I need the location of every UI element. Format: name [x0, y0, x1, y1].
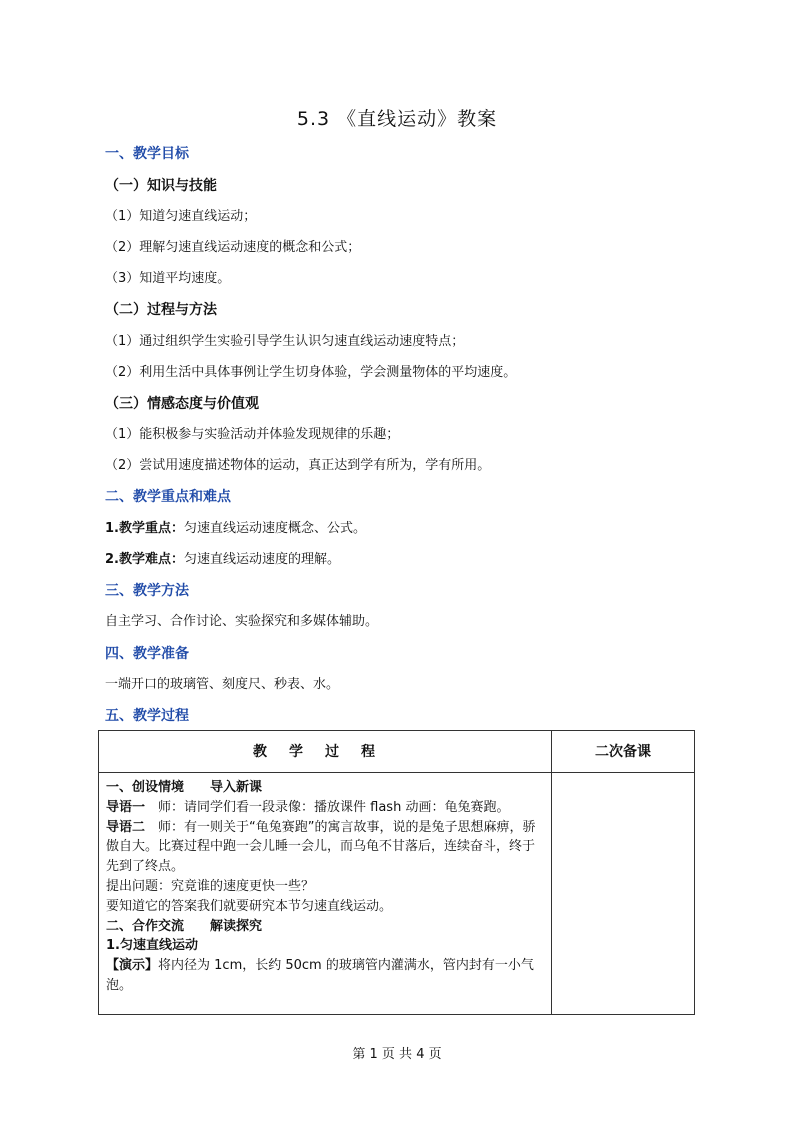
table-subheading: 1.匀速直线运动 — [106, 938, 198, 954]
lesson-process-table — [98, 730, 695, 1015]
demo-label: 【演示】 — [106, 958, 159, 974]
table-step-heading: 一、创设情境 导入新课 — [106, 780, 263, 795]
intro-text: 师：有一则关于“龟兔赛跑”的寓言故事，说的是兔子思想麻痹，骄傲自大。比赛过程中跑一会儿睡一会儿，而乌龟不甘落后，连续奋斗，终于先到了终点。 — [106, 819, 536, 875]
table-header-revision: 二次备课 — [595, 744, 651, 760]
preparation-text: 一端开口的玻璃管、刻度尺、秒表、水。 — [105, 677, 340, 692]
difficulty-label: 2.教学难点： — [105, 552, 184, 567]
subheading-attitude: （三）情感态度与价值观 — [105, 396, 259, 412]
section-heading-process: 五、教学过程 — [105, 708, 189, 724]
subheading-knowledge: （一）知识与技能 — [105, 178, 217, 194]
page-footer: 第 1 页 共 4 页 — [352, 1047, 442, 1062]
intro-text: 师：请同学们看一段录像：播放课件 flash 动画：龟兔赛跑。 — [145, 799, 510, 815]
table-paragraph: 要知道它的答案我们就要研究本节匀速直线运动。 — [106, 898, 393, 914]
list-item: （2）利用生活中具体事例让学生切身体验，学会测量物体的平均速度。 — [105, 365, 517, 380]
list-item: （1）知道匀速直线运动； — [105, 209, 257, 224]
table-paragraph — [106, 818, 546, 877]
table-paragraph: 提出问题：究竟谁的速度更快一些？ — [106, 878, 315, 894]
table-paragraph — [106, 956, 546, 996]
intro-label: 导语一 — [106, 799, 146, 815]
list-item: （2）理解匀速直线运动速度的概念和公式； — [105, 240, 361, 255]
intro-label: 导语二 — [106, 819, 146, 835]
methods-text: 自主学习、合作讨论、实验探究和多媒体辅助。 — [105, 614, 379, 629]
list-item: （2）尝试用速度描述物体的运动，真正达到学有所为，学有所用。 — [105, 458, 491, 473]
demo-text: 将内径为 1cm，长约 50cm 的玻璃管内灌满水，管内封有一小气泡。 — [106, 958, 534, 993]
difficulty-text: 匀速直线运动速度的理解。 — [183, 552, 340, 567]
list-item: （1）通过组织学生实验引导学生认识匀速直线运动速度特点； — [105, 334, 465, 349]
table-header-process: 教学过程 — [253, 744, 397, 760]
list-item: （1）能积极参与实验活动并体验发现规律的乐趣； — [105, 427, 400, 442]
table-divider — [551, 731, 552, 1014]
table-body-process — [106, 778, 546, 996]
section-heading-methods: 三、教学方法 — [105, 583, 189, 599]
difficulty-line — [105, 550, 340, 570]
section-heading-goals: 一、教学目标 — [105, 146, 189, 162]
list-item: （3）知道平均速度。 — [105, 271, 231, 286]
section-heading-keypoints: 二、教学重点和难点 — [105, 489, 231, 505]
table-header-row — [99, 731, 694, 773]
section-heading-preparation: 四、教学准备 — [105, 646, 189, 662]
key-point-line — [105, 519, 366, 539]
table-paragraph — [106, 798, 546, 818]
key-point-label: 1.教学重点： — [105, 521, 184, 536]
page-title: 5.3 《直线运动》教案 — [296, 108, 498, 130]
key-point-text: 匀速直线运动速度概念、公式。 — [183, 521, 366, 536]
subheading-process: （二）过程与方法 — [105, 302, 217, 318]
table-step-heading: 二、合作交流 解读探究 — [106, 918, 263, 934]
